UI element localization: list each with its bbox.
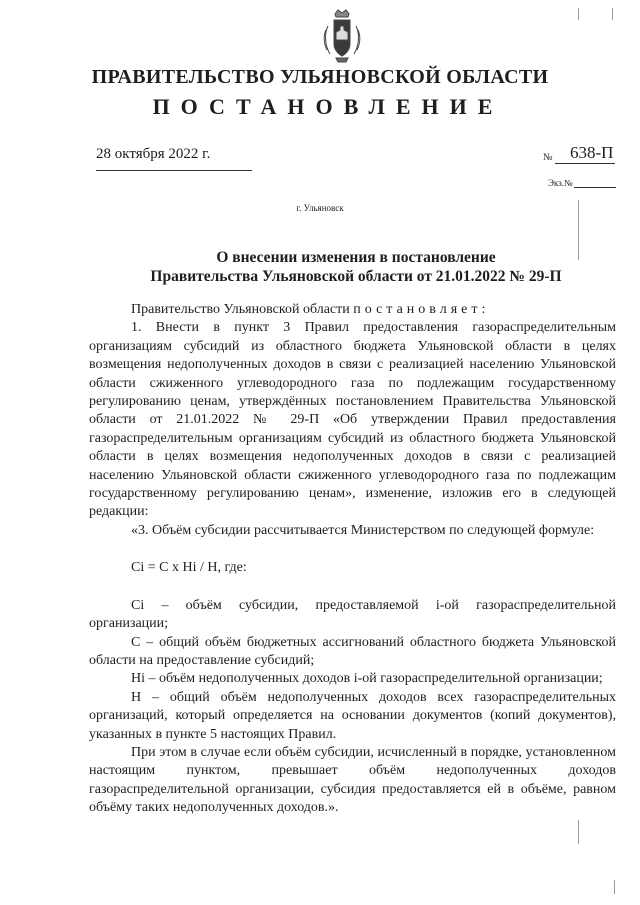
copy-number-underline	[574, 187, 616, 188]
definition-h: Н – общий объём недополученных доходов всех газораспределительных организаций, который определяется на основании документов (копий документов), указанных в пункте 5 настоящих Правил.	[89, 689, 616, 742]
intro-paragraph	[89, 301, 616, 319]
intro-verb: постановляет	[353, 302, 482, 317]
scan-edge-mark	[578, 8, 579, 20]
definition-ci: Ci – объём субсидии, предоставляемой i-ой газораспределительной организации;	[89, 597, 616, 632]
paragraph-1: 1. Внести в пункт 3 Правил предоставления газораспределительным организациям субсидий из областного бюджета Ульяновской области в целях возмещения недополученных доходов в связи с реализацией населению Ульяновской области сжиженного углеводородного газа по подлежащим государственному регулированию ценам, утверждённых постановлением Правительства Ульяновской области от 21.01.2022 № 29-П «Об утверждении Правил предоставления газораспределительным организациям субсидий из областного бюджета Ульяновской области в целях возмещения недополученных доходов в связи с реализацией населению Ульяновской области сжиженного углеводородного газа по подлежащим государственному регулированию ценам», изменение, изложив его в следующей редакции:	[89, 320, 616, 520]
document-number: 638-П	[570, 143, 614, 162]
formula: Ci = C x Hi / H, где:	[131, 560, 247, 576]
document-body	[89, 301, 616, 818]
city: г. Ульяновск	[296, 203, 344, 213]
scan-edge-mark	[578, 820, 579, 844]
copy-number-label: Экз.№	[548, 178, 573, 188]
number-label: №	[543, 152, 553, 163]
date-underline	[96, 170, 252, 171]
coat-of-arms-icon	[322, 6, 362, 64]
intro-suffix: :	[481, 302, 486, 317]
intro-prefix: Правительство Ульяновской области	[131, 302, 354, 317]
paragraph-2: «3. Объём субсидии рассчитывается Министерством по следующей формуле:	[131, 522, 595, 538]
government-name: ПРАВИТЕЛЬСТВО УЛЬЯНОВСКОЙ ОБЛАСТИ	[91, 66, 549, 88]
document-title-line-2: Правительства Ульяновской области от 21.01.2022 № 29-П	[150, 268, 562, 285]
definition-c: С – общий объём бюджетных ассигнований областного бюджета Ульяновской области на предоставление субсидий;	[89, 634, 616, 668]
definition-hi: Hi – объём недополученных доходов i-ой газораспределительной организации;	[131, 671, 603, 687]
document-date: 28 октября 2022 г.	[96, 146, 211, 162]
document-type: ПОСТАНОВЛЕНИЕ	[152, 94, 504, 119]
paragraph-3: При этом в случае если объём субсидии, исчисленный в порядке, установленном настоящим пунктом, превышает объём недополученных доходов газораспределительной организации, субсидия предоставляется ей в объёме, равном объёму таких недополученных доходов.».	[89, 744, 616, 816]
document-title-line-1: О внесении изменения в постановление	[216, 249, 496, 266]
scan-edge-mark	[578, 200, 579, 260]
scan-edge-mark	[612, 8, 613, 20]
number-underline	[555, 163, 615, 164]
document-title	[96, 248, 616, 286]
scan-edge-mark	[614, 880, 615, 894]
